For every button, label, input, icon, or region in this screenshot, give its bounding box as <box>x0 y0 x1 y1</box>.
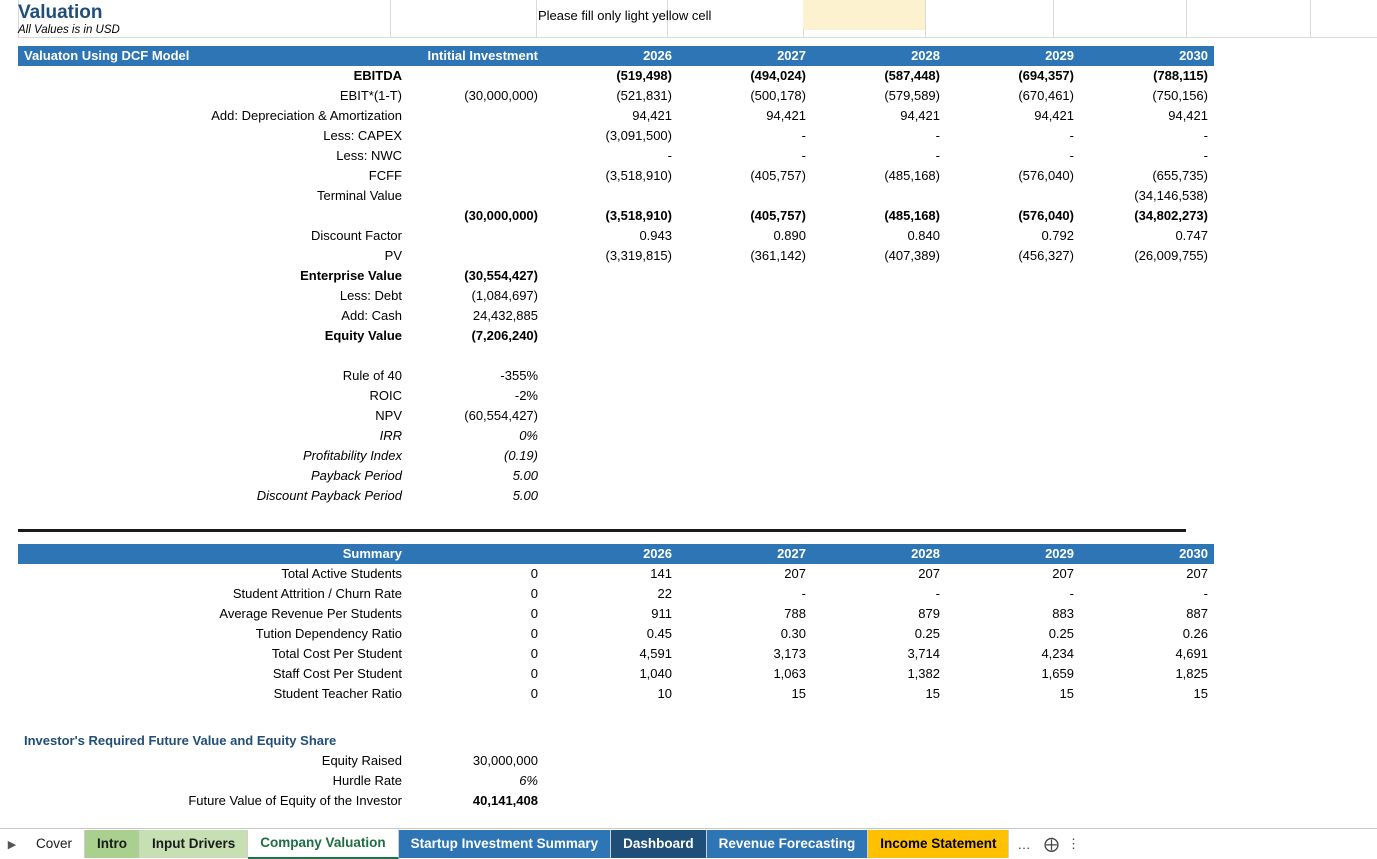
table-cell <box>1080 446 1214 466</box>
header-strip <box>0 0 1377 38</box>
table-cell: (694,357) <box>1018 68 1074 83</box>
table-cell: - <box>1069 586 1074 601</box>
table-row <box>18 206 1214 226</box>
table-cell: 0.747 <box>1175 228 1208 243</box>
table-cell: 0.30 <box>780 626 806 641</box>
table-cell: - <box>801 148 806 163</box>
table-cell <box>678 386 812 406</box>
table-cell <box>946 286 1080 306</box>
table-cell: 15 <box>1193 686 1208 701</box>
dcf-header-2027: 2027 <box>678 46 812 66</box>
table-cell: - <box>1069 128 1074 143</box>
table-cell <box>946 466 1080 486</box>
table-cell <box>812 306 946 326</box>
summary-header-title: Summary <box>18 544 408 564</box>
table-cell <box>678 466 812 486</box>
table-row <box>18 684 1214 704</box>
row-label: Average Revenue Per Students <box>219 606 402 621</box>
table-cell: - <box>801 128 806 143</box>
table-cell <box>544 406 678 426</box>
table-cell: 15 <box>791 686 806 701</box>
table-cell: 4,234 <box>1041 646 1074 661</box>
table-cell <box>812 286 946 306</box>
row-label: Student Teacher Ratio <box>273 686 402 701</box>
table-cell: 94,421 <box>900 108 940 123</box>
table-cell <box>678 186 812 206</box>
table-cell: 0 <box>530 646 538 661</box>
table-cell <box>1080 486 1214 506</box>
sheet-tab-company-valuation[interactable]: Company Valuation <box>248 829 398 859</box>
fill-instruction-note: Please fill only light yellow cell <box>538 8 712 23</box>
table-cell: (579,589) <box>884 88 940 103</box>
table-cell <box>1080 346 1214 366</box>
table-cell: - <box>935 148 940 163</box>
table-cell <box>678 346 812 366</box>
row-label: NPV <box>375 408 402 423</box>
table-cell: (405,757) <box>750 168 806 183</box>
sheet-tab-cover[interactable]: Cover <box>24 830 85 858</box>
table-cell: 207 <box>918 566 940 581</box>
table-cell <box>678 306 812 326</box>
table-cell: (34,802,273) <box>1134 208 1208 223</box>
table-cell <box>408 246 544 266</box>
table-cell: (3,518,910) <box>605 168 672 183</box>
table-cell: 3,714 <box>907 646 940 661</box>
table-cell <box>544 486 678 506</box>
row-label: Tution Dependency Ratio <box>255 626 402 641</box>
dcf-header-2026: 2026 <box>544 46 678 66</box>
table-cell: 94,421 <box>632 108 672 123</box>
table-cell <box>544 326 678 346</box>
table-cell <box>1080 386 1214 406</box>
table-cell <box>544 466 678 486</box>
table-cell <box>946 366 1080 386</box>
row-label: Less: Debt <box>339 288 402 303</box>
table-row <box>18 246 1214 266</box>
table-cell: 0 <box>530 586 538 601</box>
table-cell: - <box>667 148 672 163</box>
table-cell <box>812 266 946 286</box>
grid-line <box>925 0 926 38</box>
table-cell <box>408 166 544 186</box>
table-cell: 207 <box>1186 566 1208 581</box>
table-cell <box>678 266 812 286</box>
table-cell: (60,554,427) <box>464 408 538 423</box>
table-cell <box>408 146 544 166</box>
table-cell <box>544 366 678 386</box>
grid-line <box>536 0 537 38</box>
row-label: EBIT*(1-T) <box>339 88 402 103</box>
input-cell-highlight[interactable] <box>803 0 925 30</box>
summary-header-row <box>18 544 1214 564</box>
table-row <box>18 751 1214 771</box>
row-label: Profitability Index <box>303 448 402 463</box>
table-cell: - <box>1203 586 1208 601</box>
table-cell <box>1080 326 1214 346</box>
table-row <box>18 446 1214 466</box>
table-row <box>18 346 1214 366</box>
row-label: Rule of 40 <box>342 368 402 383</box>
row-label: Equity Value <box>324 328 402 343</box>
table-cell: (670,461) <box>1018 88 1074 103</box>
table-cell <box>946 186 1080 206</box>
sheet-tab-input-drivers[interactable]: Input Drivers <box>140 830 248 858</box>
sheet-menu-icon[interactable]: ⋮ <box>1066 836 1080 851</box>
table-cell: 15 <box>925 686 940 701</box>
table-cell: 0.45 <box>646 626 672 641</box>
table-row <box>18 286 1214 306</box>
table-row <box>18 226 1214 246</box>
table-row <box>18 186 1214 206</box>
table-cell: (0.19) <box>504 448 538 463</box>
table-row <box>18 306 1214 326</box>
table-cell <box>946 406 1080 426</box>
page-title: Valuation <box>18 2 103 23</box>
table-cell <box>1080 286 1214 306</box>
table-cell <box>812 386 946 406</box>
table-cell: 0.840 <box>907 228 940 243</box>
table-cell: (30,554,427) <box>464 268 538 283</box>
section-divider <box>18 529 1186 532</box>
table-cell: 4,691 <box>1175 646 1208 661</box>
table-row <box>18 791 1214 811</box>
tab-overflow-icon[interactable]: … <box>1017 836 1031 852</box>
table-cell: - <box>1069 148 1074 163</box>
table-row <box>18 644 1214 664</box>
table-cell <box>812 466 946 486</box>
summary-header-2030: 2030 <box>1080 544 1214 564</box>
summary-header-blank <box>408 544 544 564</box>
table-cell: 40,141,408 <box>472 793 538 808</box>
table-cell: (655,735) <box>1152 168 1208 183</box>
table-cell: 3,173 <box>773 646 806 661</box>
table-row <box>18 604 1214 624</box>
table-row <box>18 86 1214 106</box>
dcf-header-2028: 2028 <box>812 46 946 66</box>
table-cell <box>678 366 812 386</box>
table-cell: - <box>801 586 806 601</box>
grid-line <box>1186 0 1187 38</box>
table-cell: -2% <box>514 388 538 403</box>
table-row <box>18 466 1214 486</box>
table-cell <box>678 426 812 446</box>
table-cell: 207 <box>1052 566 1074 581</box>
table-row <box>18 66 1214 86</box>
row-label: Total Active Students <box>281 566 402 581</box>
row-label: Payback Period <box>310 468 402 483</box>
table-cell <box>544 386 678 406</box>
table-cell <box>544 286 678 306</box>
row-label <box>18 206 408 226</box>
table-cell: (485,168) <box>884 168 940 183</box>
table-cell <box>544 266 678 286</box>
table-cell: 15 <box>1059 686 1074 701</box>
sheet-tab-bar[interactable] <box>0 828 1377 859</box>
table-cell: - <box>935 586 940 601</box>
dcf-header-2030: 2030 <box>1080 46 1214 66</box>
table-cell <box>946 266 1080 286</box>
sheet-tab-dashboard[interactable]: Dashboard <box>611 830 707 858</box>
sheet-tab-revenue-forecasting[interactable]: Revenue Forecasting <box>707 830 869 858</box>
row-label: EBITDA <box>353 68 402 83</box>
table-cell: (30,000,000) <box>464 88 538 103</box>
table-cell <box>812 346 946 366</box>
table-row <box>18 146 1214 166</box>
table-cell: 6% <box>519 773 538 788</box>
table-cell: 788 <box>784 606 806 621</box>
table-cell: 0.792 <box>1041 228 1074 243</box>
table-cell: (407,389) <box>884 248 940 263</box>
table-cell: 1,659 <box>1041 666 1074 681</box>
table-cell: 0 <box>530 606 538 621</box>
table-cell: 0 <box>530 666 538 681</box>
row-label: Total Cost Per Student <box>271 646 402 661</box>
table-cell <box>678 446 812 466</box>
table-cell <box>544 306 678 326</box>
dcf-header-row <box>18 46 1214 66</box>
table-cell: 5.00 <box>512 468 538 483</box>
table-cell: 0.25 <box>914 626 940 641</box>
row-label <box>18 346 408 366</box>
table-cell: 0% <box>519 428 538 443</box>
table-cell <box>812 366 946 386</box>
table-cell <box>408 226 544 246</box>
table-cell: (3,518,910) <box>605 208 672 223</box>
table-cell <box>946 326 1080 346</box>
table-row <box>18 386 1214 406</box>
row-label: PV <box>384 248 402 263</box>
table-cell: 24,432,885 <box>472 308 538 323</box>
table-cell <box>1080 426 1214 446</box>
row-label: Equity Raised <box>321 753 402 768</box>
table-row <box>18 486 1214 506</box>
table-cell <box>408 126 544 146</box>
table-cell <box>1080 306 1214 326</box>
add-sheet-icon[interactable]: ⨁ <box>1043 836 1059 853</box>
row-label: Staff Cost Per Student <box>272 666 402 681</box>
table-cell: (3,091,500) <box>605 128 672 143</box>
table-cell: (361,142) <box>750 248 806 263</box>
table-cell: (34,146,538) <box>1134 188 1208 203</box>
table-cell <box>408 186 544 206</box>
table-cell: 30,000,000 <box>472 753 538 768</box>
table-row <box>18 166 1214 186</box>
table-cell: (576,040) <box>1018 208 1074 223</box>
table-cell <box>812 406 946 426</box>
grid-line <box>390 0 391 38</box>
table-cell: (3,319,815) <box>605 248 672 263</box>
table-cell: (788,115) <box>1153 68 1208 83</box>
table-cell <box>1080 366 1214 386</box>
table-cell <box>946 426 1080 446</box>
table-row <box>18 624 1214 644</box>
table-cell <box>812 186 946 206</box>
row-label: IRR <box>379 428 402 443</box>
table-cell: 879 <box>918 606 940 621</box>
table-cell <box>678 406 812 426</box>
table-cell: 911 <box>651 606 672 621</box>
dcf-header-2029: 2029 <box>946 46 1080 66</box>
table-row <box>18 266 1214 286</box>
table-cell <box>1080 406 1214 426</box>
summary-header-2026: 2026 <box>544 544 678 564</box>
table-cell: 141 <box>650 566 672 581</box>
table-row <box>18 426 1214 446</box>
dcf-header-initial: Intitial Investment <box>408 46 544 66</box>
table-cell <box>678 286 812 306</box>
table-cell: 10 <box>657 686 672 701</box>
table-row <box>18 366 1214 386</box>
row-label: Hurdle Rate <box>332 773 402 788</box>
summary-header-2027: 2027 <box>678 544 812 564</box>
row-label: Less: CAPEX <box>323 128 402 143</box>
table-cell <box>408 66 544 86</box>
table-cell: (30,000,000) <box>464 208 538 223</box>
table-cell <box>408 346 544 366</box>
investor-table <box>18 731 1214 811</box>
table-cell: -355% <box>500 368 538 383</box>
table-cell: (405,757) <box>750 208 806 223</box>
table-cell <box>544 346 678 366</box>
row-label: Less: NWC <box>336 148 402 163</box>
investor-section-title: Investor's Required Future Value and Equity Share <box>24 733 337 748</box>
table-cell: 0 <box>530 626 538 641</box>
table-cell <box>946 306 1080 326</box>
dcf-table <box>18 46 1214 506</box>
grid-line <box>1310 0 1311 38</box>
table-cell: 94,421 <box>766 108 806 123</box>
row-gutter <box>0 0 18 38</box>
table-cell: (485,168) <box>884 208 940 223</box>
page-subtitle: All Values is in USD <box>18 24 120 36</box>
sheet-tab-intro[interactable]: Intro <box>85 830 140 858</box>
row-label: ROIC <box>369 388 402 403</box>
table-row <box>18 406 1214 426</box>
table-cell: 887 <box>1186 606 1208 621</box>
table-cell: (1,084,697) <box>471 288 538 303</box>
table-row <box>18 564 1214 584</box>
table-row <box>18 584 1214 604</box>
summary-header-2029: 2029 <box>946 544 1080 564</box>
summary-header-2028: 2028 <box>812 544 946 564</box>
table-cell: (500,178) <box>750 88 806 103</box>
table-cell: 207 <box>784 566 806 581</box>
table-row <box>18 126 1214 146</box>
row-label: Future Value of Equity of the Investor <box>188 793 402 808</box>
table-row <box>18 106 1214 126</box>
table-cell: (26,009,755) <box>1134 248 1208 263</box>
table-cell <box>544 426 678 446</box>
table-cell: (7,206,240) <box>471 328 538 343</box>
table-cell: (521,831) <box>616 88 672 103</box>
table-cell: 0.943 <box>639 228 672 243</box>
table-cell <box>812 326 946 346</box>
table-cell: 1,382 <box>907 666 940 681</box>
table-cell: 1,825 <box>1175 666 1208 681</box>
row-label: Terminal Value <box>316 188 402 203</box>
table-row <box>18 664 1214 684</box>
table-cell <box>812 486 946 506</box>
table-cell: 22 <box>657 586 672 601</box>
table-cell: 0.25 <box>1048 626 1074 641</box>
row-label: Discount Payback Period <box>256 488 402 503</box>
table-cell: 0.26 <box>1182 626 1208 641</box>
table-cell: 4,591 <box>639 646 672 661</box>
table-cell: - <box>1203 128 1208 143</box>
table-cell <box>678 326 812 346</box>
table-cell: 1,040 <box>639 666 672 681</box>
dcf-header-title: Valuaton Using DCF Model <box>18 46 408 66</box>
table-cell: - <box>935 128 940 143</box>
table-cell <box>544 446 678 466</box>
row-label: FCFF <box>368 168 402 183</box>
row-label: Student Attrition / Churn Rate <box>232 586 402 601</box>
table-cell <box>946 386 1080 406</box>
table-cell: 0 <box>530 686 538 701</box>
investor-title-row <box>18 731 1214 751</box>
table-cell <box>946 346 1080 366</box>
table-cell: 0.890 <box>773 228 806 243</box>
table-cell: 0 <box>530 566 538 581</box>
table-cell <box>946 446 1080 466</box>
table-cell: (456,327) <box>1018 248 1074 263</box>
table-row <box>18 326 1214 346</box>
sheet-tab-startup-investment-summary[interactable]: Startup Investment Summary <box>399 830 612 858</box>
table-cell: (494,024) <box>750 68 806 83</box>
row-label: Add: Depreciation & Amortization <box>211 108 402 123</box>
table-cell: (750,156) <box>1152 88 1208 103</box>
table-cell <box>812 446 946 466</box>
table-cell: 1,063 <box>773 666 806 681</box>
table-cell: 94,421 <box>1168 108 1208 123</box>
row-label: Enterprise Value <box>300 268 402 283</box>
page-title-block <box>18 2 120 37</box>
sheet-tab-income-statement[interactable]: Income Statement <box>868 830 1009 858</box>
table-cell <box>408 106 544 126</box>
row-label: Add: Cash <box>341 308 402 323</box>
table-cell: - <box>1203 148 1208 163</box>
grid-line <box>1053 0 1054 38</box>
table-cell: (519,498) <box>616 68 672 83</box>
table-cell <box>678 486 812 506</box>
table-cell: (587,448) <box>884 68 940 83</box>
tab-scroll-right-icon[interactable]: ▶ <box>7 838 17 851</box>
table-cell: 94,421 <box>1034 108 1074 123</box>
table-row <box>18 771 1214 791</box>
table-cell <box>544 186 678 206</box>
table-cell: (576,040) <box>1018 168 1074 183</box>
row-label: Discount Factor <box>310 228 402 243</box>
table-cell <box>946 486 1080 506</box>
table-cell: 883 <box>1052 606 1074 621</box>
table-cell <box>812 426 946 446</box>
table-cell <box>1080 266 1214 286</box>
table-cell <box>1080 466 1214 486</box>
summary-table <box>18 544 1214 704</box>
table-cell: 5.00 <box>512 488 538 503</box>
